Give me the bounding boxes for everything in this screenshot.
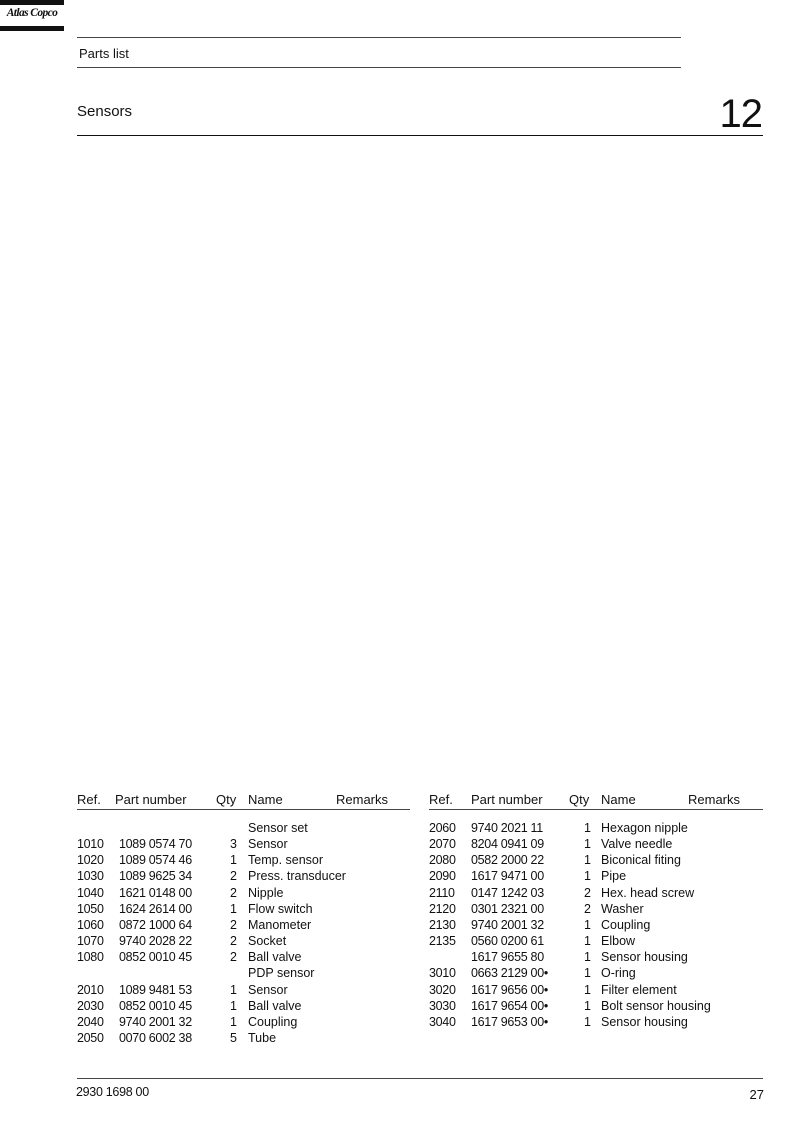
col-header-remarks: Remarks: [688, 792, 741, 807]
part-number-cell: 1089 9481 53: [119, 982, 192, 997]
part-number-cell: 1617 9654 00•: [471, 998, 548, 1013]
table-row: [429, 868, 759, 884]
part-number-cell: 0070 6002 38: [119, 1030, 192, 1045]
table-row: [77, 885, 407, 901]
qty-cell: 2: [230, 885, 237, 900]
ref-cell: 2090: [429, 869, 456, 884]
table-header: [77, 792, 410, 808]
qty-cell: 2: [230, 934, 237, 949]
ref-cell: 1020: [77, 853, 104, 868]
name-cell: Tube: [248, 1030, 277, 1045]
qty-cell: 1: [230, 998, 237, 1013]
table-row: [77, 1030, 407, 1046]
name-cell: Socket: [248, 934, 287, 949]
col-header-remarks: Remarks: [336, 792, 389, 807]
table-header-rule: [429, 809, 763, 810]
qty-cell: 1: [230, 901, 237, 916]
ref-cell: 2050: [77, 1030, 104, 1045]
qty-cell: 1: [584, 934, 591, 949]
name-cell: PDP sensor: [248, 966, 315, 981]
name-cell: Coupling: [601, 917, 651, 932]
ref-cell: 1080: [77, 950, 104, 965]
name-cell: Sensor: [248, 837, 288, 852]
name-cell: Sensor set: [248, 821, 308, 835]
table-row: [429, 852, 759, 868]
part-number-cell: 0852 0010 45: [119, 998, 192, 1013]
qty-cell: 1: [584, 869, 591, 884]
qty-cell: 1: [584, 917, 591, 932]
header-top-rule: [77, 37, 681, 38]
part-number-cell: 0582 2000 22: [471, 853, 544, 868]
qty-cell: 1: [584, 950, 591, 965]
name-cell: Pipe: [601, 869, 627, 884]
table-row: [77, 868, 407, 884]
part-number-cell: 0872 1000 64: [119, 917, 192, 932]
qty-cell: 1: [584, 821, 591, 835]
table-row: [77, 917, 407, 933]
qty-cell: 1: [230, 1014, 237, 1029]
col-header-qty: Qty: [216, 792, 237, 807]
part-number-cell: 0852 0010 45: [119, 950, 192, 965]
col-header-part-number: Part number: [471, 792, 543, 807]
name-cell: Biconical fiting: [601, 853, 681, 868]
header-bottom-rule: [77, 67, 681, 68]
part-number-cell: 1617 9656 00•: [471, 982, 548, 997]
name-cell: Bolt sensor housing: [601, 998, 711, 1013]
ref-cell: 1060: [77, 917, 104, 932]
table-row: [77, 965, 407, 981]
part-number-cell: 0301 2321 00: [471, 901, 544, 916]
part-number-cell: 1621 0148 00: [119, 885, 192, 900]
table-row: [77, 820, 407, 836]
col-header-ref: Ref.: [77, 792, 101, 807]
logo-wordmark: Atlas Copco: [6, 7, 58, 19]
qty-cell: 2: [230, 950, 237, 965]
name-cell: Press. transducer: [248, 869, 346, 884]
ref-cell: 2110: [429, 885, 455, 900]
table-header: [429, 792, 763, 808]
table-row: [429, 836, 759, 852]
part-number-cell: 9740 2001 32: [119, 1014, 192, 1029]
part-number-cell: 9740 2001 32: [471, 917, 544, 932]
qty-cell: 1: [230, 982, 237, 997]
table-row: [77, 901, 407, 917]
table-row: [77, 933, 407, 949]
name-cell: Temp. sensor: [248, 853, 324, 868]
name-cell: Elbow: [601, 934, 636, 949]
table-row: [429, 917, 759, 933]
name-cell: Ball valve: [248, 950, 302, 965]
ref-cell: 2040: [77, 1014, 104, 1029]
table-row: [77, 998, 407, 1014]
table-row: [429, 1014, 759, 1030]
ref-cell: 2030: [77, 998, 104, 1013]
part-number-cell: 0560 0200 61: [471, 934, 544, 949]
table-row: [429, 965, 759, 981]
table-row: [429, 998, 759, 1014]
ref-cell: 3040: [429, 1014, 456, 1029]
qty-cell: 2: [584, 901, 591, 916]
name-cell: Hex. head screw: [601, 885, 695, 900]
ref-cell: 3030: [429, 998, 456, 1013]
qty-cell: 1: [584, 1014, 591, 1029]
qty-cell: 1: [584, 853, 591, 868]
ref-cell: 2135: [429, 934, 456, 949]
qty-cell: 1: [584, 982, 591, 997]
part-number-cell: 1617 9655 80: [471, 950, 544, 965]
qty-cell: 1: [584, 998, 591, 1013]
table-row: [429, 885, 759, 901]
table-row: [429, 982, 759, 998]
ref-cell: 1030: [77, 869, 104, 884]
col-header-name: Name: [248, 792, 283, 807]
name-cell: Sensor: [248, 982, 288, 997]
qty-cell: 2: [230, 869, 237, 884]
ref-cell: 2120: [429, 901, 456, 916]
name-cell: Manometer: [248, 917, 312, 932]
page-number: 27: [749, 1087, 764, 1102]
name-cell: Sensor housing: [601, 950, 688, 965]
qty-cell: 1: [230, 853, 237, 868]
part-number-cell: 1089 0574 46: [119, 853, 192, 868]
name-cell: Coupling: [248, 1014, 298, 1029]
ref-cell: 3010: [429, 966, 456, 981]
table-row: [429, 933, 759, 949]
table-row: [77, 852, 407, 868]
section-title: Sensors: [77, 103, 133, 120]
ref-cell: 1050: [77, 901, 104, 916]
name-cell: Nipple: [248, 885, 284, 900]
chapter-number: 12: [719, 92, 762, 136]
ref-cell: 2070: [429, 837, 456, 852]
table-row: [429, 901, 759, 917]
name-cell: Filter element: [601, 982, 677, 997]
part-number-cell: 1089 0574 70: [119, 837, 192, 852]
ref-cell: 2130: [429, 917, 456, 932]
ref-cell: 3020: [429, 982, 456, 997]
table-row: [77, 982, 407, 998]
ref-cell: 2010: [77, 982, 104, 997]
part-number-cell: 1089 9625 34: [119, 869, 192, 884]
ref-cell: 2080: [429, 853, 456, 868]
name-cell: Valve needle: [601, 837, 673, 852]
part-number-cell: 1617 9471 00: [471, 869, 544, 884]
name-cell: Sensor housing: [601, 1014, 688, 1029]
header-title: Parts list: [79, 46, 129, 61]
ref-cell: 2060: [429, 821, 456, 835]
ref-cell: 1070: [77, 934, 104, 949]
footer-rule: [77, 1078, 763, 1079]
col-header-part-number: Part number: [115, 792, 187, 807]
part-number-cell: 0663 2129 00•: [471, 966, 548, 981]
table-row: [77, 836, 407, 852]
qty-cell: 3: [230, 837, 237, 852]
qty-cell: 5: [230, 1030, 237, 1045]
name-cell: Washer: [601, 901, 644, 916]
ref-cell: 1010: [77, 837, 104, 852]
table-row: [429, 820, 759, 836]
document-number: 2930 1698 00: [76, 1085, 149, 1099]
atlas-copco-logo: [0, 0, 64, 32]
part-number-cell: 1617 9653 00•: [471, 1014, 548, 1029]
col-header-ref: Ref.: [429, 792, 453, 807]
table-row: [77, 1014, 407, 1030]
qty-cell: 1: [584, 966, 591, 981]
section-rule: [77, 135, 763, 136]
part-number-cell: 0147 1242 03: [471, 885, 544, 900]
qty-cell: 2: [230, 917, 237, 932]
logo-bottom-bar: [0, 26, 64, 31]
col-header-name: Name: [601, 792, 636, 807]
part-number-cell: 1624 2614 00: [119, 901, 192, 916]
name-cell: Hexagon nipple: [601, 821, 688, 835]
name-cell: O-ring: [601, 966, 636, 981]
part-number-cell: 9740 2028 22: [119, 934, 192, 949]
name-cell: Ball valve: [248, 998, 302, 1013]
ref-cell: 1040: [77, 885, 104, 900]
part-number-cell: 9740 2021 11: [471, 821, 543, 835]
part-number-cell: 8204 0941 09: [471, 837, 544, 852]
name-cell: Flow switch: [248, 901, 313, 916]
table-row: [77, 949, 407, 965]
qty-cell: 1: [584, 837, 591, 852]
logo-top-bar: [0, 0, 64, 5]
table-row: [429, 949, 759, 965]
col-header-qty: Qty: [569, 792, 590, 807]
qty-cell: 2: [584, 885, 591, 900]
table-header-rule: [77, 809, 410, 810]
